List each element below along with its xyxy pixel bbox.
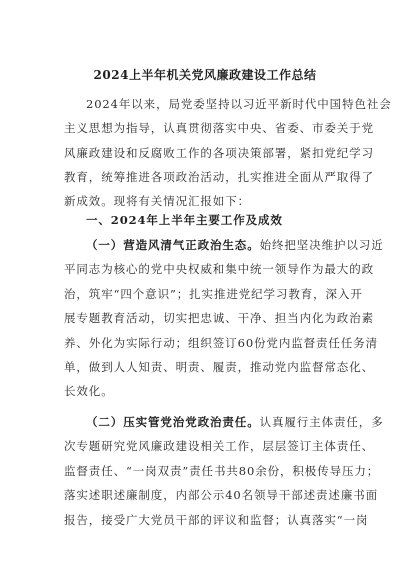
intro-line: 风廉政建设和反腐败工作的各项决策部署，紧扣党纪学习 bbox=[64, 146, 374, 160]
paragraph-line: 报告，接受广大党员干部的评议和监督；认真落实“一岗 bbox=[64, 513, 369, 527]
paragraph-line: 治，筑牢“四个意识”；扎实推进党纪学习教育，深入开 bbox=[64, 287, 363, 301]
paragraph-text: 认真履行主体责任，多 bbox=[259, 415, 384, 429]
paragraph-text: 始终把坚决维护以习近 bbox=[259, 238, 384, 252]
document-title: 2024上半年机关党风廉政建设工作总结 bbox=[93, 68, 317, 82]
subsection-first-line bbox=[86, 415, 384, 429]
paragraph-line: 展专题教育活动，切实把忠诚、干净、担当内化为政治素 bbox=[64, 311, 374, 325]
paragraph-line: 养、外化为实际行动；组织签订60份党内监督责任任务清 bbox=[64, 336, 379, 350]
paragraph-line: 监督责任、“一岗双责”责任书共80余份，积极传导压力； bbox=[64, 464, 380, 478]
paragraph-line: 单，做到人人知责、明责、履责，推动党内监督常态化、 bbox=[64, 360, 374, 374]
intro-line: 教育，统筹推进各项政治活动，扎实推进全面从严取得了 bbox=[64, 170, 374, 184]
paragraph-line: 长效化。 bbox=[64, 384, 114, 398]
section-heading: 一、2024年上半年主要工作及成效 bbox=[86, 213, 283, 227]
intro-line: 新成效。现将有关情况汇报如下： bbox=[64, 194, 250, 208]
paragraph-line: 平同志为核心的党中央权威和集中统一领导作为最大的政 bbox=[64, 262, 374, 276]
paragraph-line: 落实述职述廉制度，内部公示40名领导干部述责述廉书面 bbox=[64, 488, 379, 502]
subsection-heading: （二）压实管党治党政治责任。 bbox=[86, 415, 260, 429]
paragraph-line: 次专题研究党风廉政建设相关工作，层层签订主体责任、 bbox=[64, 439, 374, 453]
intro-line: 2024年以来，局党委坚持以习近平新时代中国特色社会 bbox=[86, 97, 392, 111]
subsection-first-line bbox=[86, 238, 384, 252]
intro-line: 主义思想为指导，认真贯彻落实中央、省委、市委关于党 bbox=[64, 121, 374, 135]
subsection-heading: （一）营造风清气正政治生态。 bbox=[86, 238, 260, 252]
